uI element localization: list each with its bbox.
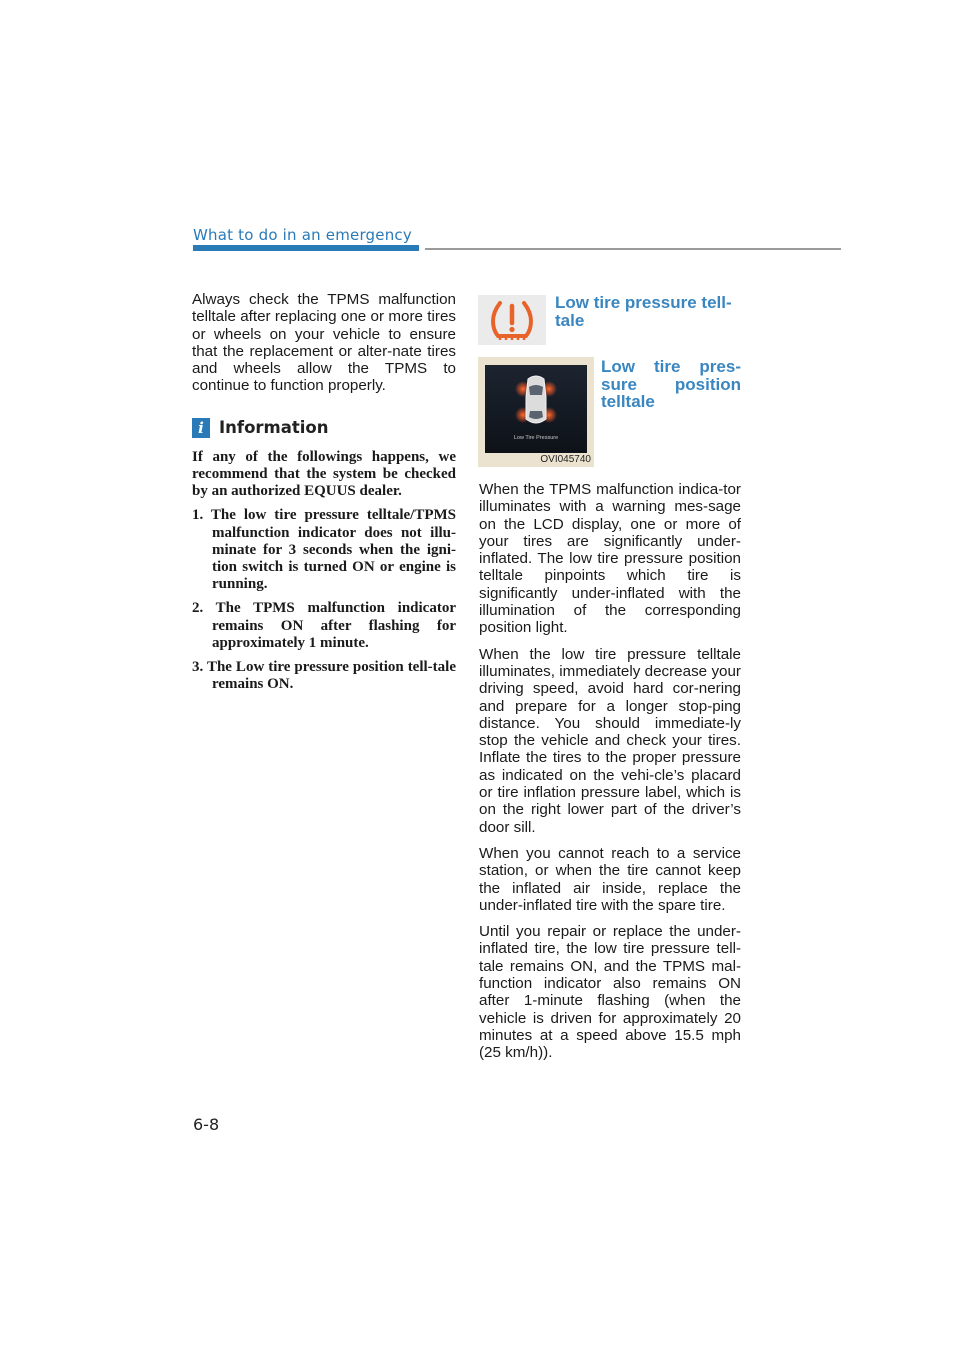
body-paragraph: When the low tire pressure telltale illuminates, immediately decrease your driving speed, avoid hard cor-nering and prepare for a longer stop-ping distance. You should immediate-ly stop the vehicle and check your tires. Inflate the tires to the proper pressure as indicated on the vehi-cle’s placard or tire inflation pressure label, which is on the right lower part of the driver’s door sill.	[479, 645, 741, 836]
tire-pressure-warning-icon	[478, 295, 546, 345]
information-list-item: 1. The low tire pressure telltale/TPMS malfunction indicator does not illu-minate for 3 seconds when the igni-tion switch is turned ON or engine is running.	[192, 507, 456, 593]
information-icon: i	[192, 418, 210, 438]
body-paragraph: Until you repair or replace the under-inflated tire, the low tire pressure tell-tale remains ON, and the TPMS mal-function indicator also remains ON after 1-minute flashing (when the vehicle is driven for approximately 20 minutes at a speed above 15.5 mph (25 km/h)).	[479, 923, 741, 1062]
heading-low-tire-pressure-telltale: Low tire pressure tell-tale	[555, 293, 732, 330]
page-number: 6-8	[193, 1115, 220, 1134]
heading-low-tire-pressure-position-telltale: Low tire pres-sure position telltale	[601, 357, 741, 411]
position-telltale-image	[478, 357, 594, 467]
lcd-display	[485, 365, 587, 453]
header-rule	[425, 248, 841, 250]
left-column	[192, 291, 456, 700]
information-list-item: 3. The Low tire pressure position tell-tale remains ON.	[192, 659, 456, 693]
information-title: Information	[219, 418, 329, 438]
information-list	[192, 507, 456, 693]
car-top-view-icon	[485, 365, 587, 435]
header-accent-bar	[193, 245, 419, 251]
intro-paragraph: Always check the TPMS malfunction telltale after replacing one or more tires or wheels on your vehicle to ensure that the replacement or alter-nate tires and wheels allow the TPMS to continue to function properly.	[192, 291, 456, 395]
lcd-message: Low Tire Pressure	[513, 435, 559, 441]
information-heading	[192, 417, 456, 439]
section-title: What to do in an emergency	[193, 226, 412, 244]
information-list-item: 2. The TPMS malfunction indicator remains ON after flashing for approximately 1 minute.	[192, 600, 456, 651]
information-intro: If any of the followings happens, we recommend that the system be checked by an authorized EQUUS dealer.	[192, 448, 456, 500]
body-paragraph: When the TPMS malfunction indica-tor illuminates with a warning mes-sage on the LCD display, one or more of your tires are significantly under-inflated. The low tire pressure position telltale pinpoints which tire is significantly under-inflated with the illumination of the corresponding position light.	[479, 481, 741, 637]
body-paragraph: When you cannot reach to a service station, or when the tire cannot keep the inflated air inside, replace the under-inflated tire with the spare tire.	[479, 844, 741, 914]
image-code: OVI045740	[540, 454, 591, 465]
right-column	[479, 481, 741, 1071]
